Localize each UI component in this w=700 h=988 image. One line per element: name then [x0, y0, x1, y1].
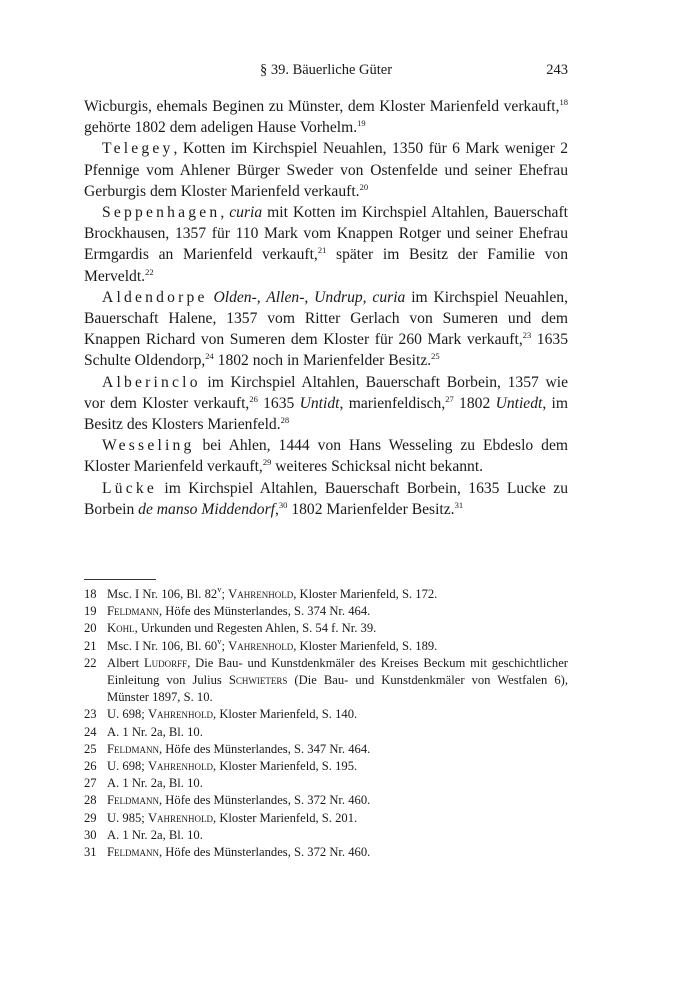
text-run: U. 985; — [107, 810, 148, 825]
text-run: weiteres Schicksal nicht bekannt. — [271, 458, 484, 476]
page-header — [84, 62, 568, 82]
text-run: , Höfe des Münsterlandes, S. 372 Nr. 460. — [159, 845, 371, 860]
text-run: ; — [221, 587, 229, 601]
footnote-marker: 20 — [359, 181, 369, 192]
paragraph-wesseling — [84, 435, 568, 477]
footnote — [84, 844, 568, 861]
text-run: , Kloster Marienfeld, S. 172. — [293, 587, 438, 601]
entry-name: Lücke — [102, 479, 157, 497]
footnote-marker: 18 — [559, 97, 568, 107]
footnote-marker: 24 — [205, 351, 214, 362]
footnote-number: 21 — [84, 638, 97, 653]
footnote-number: 30 — [84, 827, 97, 842]
footnote-number: 19 — [84, 604, 97, 619]
text-run: , Höfe des Münsterlandes, S. 372 Nr. 460. — [159, 793, 371, 808]
text-run: 1635 — [257, 394, 300, 412]
italic-text: Untidt — [299, 394, 340, 412]
paragraph-aldendorpe — [84, 287, 568, 372]
text-run: Albert — [107, 655, 144, 670]
footnote-number: 29 — [84, 810, 97, 825]
italic-text: curia — [229, 204, 263, 222]
text-run: , Urkunden und Regesten Ahlen, S. 54 f. Nr. 39. — [134, 621, 377, 636]
footnote-number: 23 — [84, 707, 97, 722]
author-name: Vahrenhold — [147, 810, 214, 825]
footnote-marker: v — [217, 584, 222, 594]
author-name: Schwieters — [228, 673, 288, 688]
footnote-text — [107, 635, 568, 655]
entry-name: Alberinclo — [102, 373, 201, 391]
entry-name: Wesseling — [102, 437, 195, 455]
footnote-marker: v — [217, 635, 222, 646]
footnote-text — [107, 586, 568, 603]
main-text — [84, 96, 568, 520]
footnote-marker: 25 — [431, 351, 440, 362]
italic-text: Olden-, Allen-, Undrup, curia — [213, 288, 406, 306]
page-number: 243 — [546, 62, 568, 78]
text-run: , Kloster Marienfeld, S. 189. — [293, 638, 438, 653]
text-run: , Kloster Marienfeld, S. 140. — [213, 707, 358, 722]
footnote-marker: 26 — [249, 393, 258, 404]
text-run: im Kirchspiel Altahlen, Bauerschaft Borbein, 1635 Lucke zu Borbein — [84, 479, 568, 518]
text-run: 1635 Schulte Oldendorp, — [84, 331, 568, 370]
footnote-marker: 23 — [522, 330, 532, 341]
footnote-marker: 30 — [278, 499, 288, 510]
text-run: (Die Bau- und Kunstdenkmäler von Westfalen 6), Münster 1897, S. 10. — [107, 673, 568, 705]
author-name: Ludorff — [143, 655, 188, 670]
footnote-text — [107, 844, 568, 861]
footnote-marker: 29 — [262, 457, 272, 468]
footnote — [84, 620, 568, 637]
paragraph-alberinclo — [84, 372, 568, 436]
footnote — [84, 741, 568, 758]
text-run: , Kloster Marienfeld, S. 201. — [213, 810, 358, 825]
entry-name: Telegey — [102, 140, 174, 158]
author-name: Vahrenhold — [147, 707, 214, 722]
text-run: im Kirchspiel Altahlen, Bauerschaft Borbein, 1357 wie vor dem Kloster verkauft, — [84, 373, 568, 412]
text-run: Msc. I Nr. 106, Bl. 82 — [107, 587, 218, 601]
text-run: 1802 Marienfelder Besitz. — [287, 500, 455, 518]
paragraph-p1 — [84, 96, 568, 138]
author-name: Vahrenhold — [147, 759, 214, 774]
text-run: , Höfe des Münsterlandes, S. 347 Nr. 464. — [159, 741, 371, 756]
footnote-text — [107, 724, 568, 741]
running-head: § 39. Bäuerliche Güter — [259, 62, 393, 78]
paragraph-luecke — [84, 478, 568, 520]
footnote-number: 20 — [84, 621, 97, 636]
italic-text: de manso Middendorf — [138, 500, 276, 518]
footnote-text — [107, 792, 568, 809]
footnote-marker: 22 — [145, 266, 154, 277]
footnote-number: 26 — [84, 759, 97, 774]
paragraph-telegey — [84, 138, 568, 202]
footnote — [84, 586, 568, 603]
footnote-text — [107, 827, 568, 844]
text-run: später im Besitz der Familie von Merveldt. — [84, 246, 568, 285]
text-run: 1802 noch in Marienfelder Besitz. — [213, 352, 432, 370]
footnote — [84, 758, 568, 775]
author-name: Feldmann — [107, 845, 159, 860]
footnote-number: 25 — [84, 741, 97, 756]
footnote-marker: 28 — [280, 415, 290, 426]
entry-name: Seppenhagen — [102, 204, 221, 222]
footnote-marker: 27 — [445, 393, 454, 404]
text-run: 1802 — [453, 394, 496, 412]
text-run: U. 698; — [107, 759, 148, 774]
footnote-number: 28 — [84, 793, 97, 808]
footnote-text — [107, 758, 568, 775]
author-name: Kohl — [107, 621, 135, 636]
footnote — [84, 724, 568, 741]
text-run: , marienfeldisch, — [339, 394, 446, 412]
footnote — [84, 792, 568, 809]
text-run: bei Ahlen, 1444 von Hans Wesseling zu Ebdeslo dem Kloster Marienfeld verkauft, — [84, 437, 568, 476]
text-run: , Kotten im Kirchspiel Neuahlen, 1350 für 6 Mark weniger 2 Pfennige vom Ahlener Bürger Sweder von Ostenfelde und seiner Ehefrau Gerburgis dem Kloster Marienfeld verkauft. — [84, 140, 568, 200]
text-run: , — [220, 204, 230, 222]
footnote — [84, 775, 568, 792]
text-run: Wicburgis, ehemals Beginen zu Münster, dem Kloster Marienfeld verkauft, — [84, 98, 560, 115]
footnote-marker: 21 — [317, 245, 327, 256]
footnote-number: 18 — [84, 587, 97, 601]
footnote-marker: 19 — [357, 118, 366, 129]
footnote — [84, 603, 568, 620]
text-run: A. 1 Nr. 2a, Bl. 10. — [107, 724, 203, 739]
text-run: im Kirchspiel Neuahlen, Bauerschaft Halene, 1357 vom Ritter Gerlach von Sumeren und dem Knappen Richard von Sumeren dem Kloster für 260 Mark verkauft, — [84, 288, 568, 349]
text-run: A. 1 Nr. 2a, Bl. 10. — [107, 827, 203, 842]
footnote-number: 27 — [84, 776, 97, 791]
footnote-text — [107, 620, 568, 637]
text-run: U. 698; — [107, 707, 148, 722]
footnote-number: 31 — [84, 845, 97, 860]
footnote — [84, 706, 568, 723]
author-name: Vahrenhold — [228, 638, 294, 653]
footnote-number: 24 — [84, 724, 97, 739]
footnote — [84, 827, 568, 844]
footnote-text — [107, 810, 568, 827]
paragraph-seppenhagen — [84, 202, 568, 287]
footnote-number: 22 — [84, 655, 97, 670]
footnote-text — [107, 741, 568, 758]
text-run: , — [275, 500, 279, 518]
text-run: , im Besitz des Klosters Marienfeld. — [84, 394, 569, 434]
text-run: A. 1 Nr. 2a, Bl. 10. — [107, 776, 203, 791]
footnote-text — [107, 655, 568, 707]
italic-text: Untiedt — [495, 394, 543, 412]
footnote — [84, 655, 568, 707]
entry-name: Aldendorpe — [102, 288, 208, 306]
text-run: , Die Bau- und Kunstdenkmäler des Kreises Beckum mit geschichtlicher Einleitung von Julius — [107, 655, 568, 688]
footnote-text — [107, 775, 568, 792]
text-run: gehörte 1802 dem adeligen Hause Vorhelm. — [84, 119, 358, 137]
footnotes — [84, 586, 568, 861]
footnote-text — [107, 706, 568, 723]
author-name: Feldmann — [107, 604, 159, 619]
text-run: Msc. I Nr. 106, Bl. 60 — [107, 638, 218, 653]
text-run: mit Kotten im Kirchspiel Altahlen, Bauerschaft Brockhausen, 1357 für 110 Mark vom Knappen Rotger und seiner Ehefrau Ermgardis an Marienfeld verkauft, — [84, 204, 569, 264]
footnote-text — [107, 603, 568, 620]
text-run: ; — [221, 638, 229, 653]
text-run: , Höfe des Münsterlandes, S. 374 Nr. 464. — [159, 604, 371, 619]
footnote — [84, 635, 568, 655]
footnote — [84, 810, 568, 827]
author-name: Feldmann — [107, 793, 159, 808]
text-run: , Kloster Marienfeld, S. 195. — [213, 759, 358, 774]
author-name: Vahrenhold — [228, 587, 294, 601]
author-name: Feldmann — [107, 741, 159, 756]
footnote-separator — [84, 579, 156, 580]
footnote-marker: 31 — [454, 499, 464, 510]
